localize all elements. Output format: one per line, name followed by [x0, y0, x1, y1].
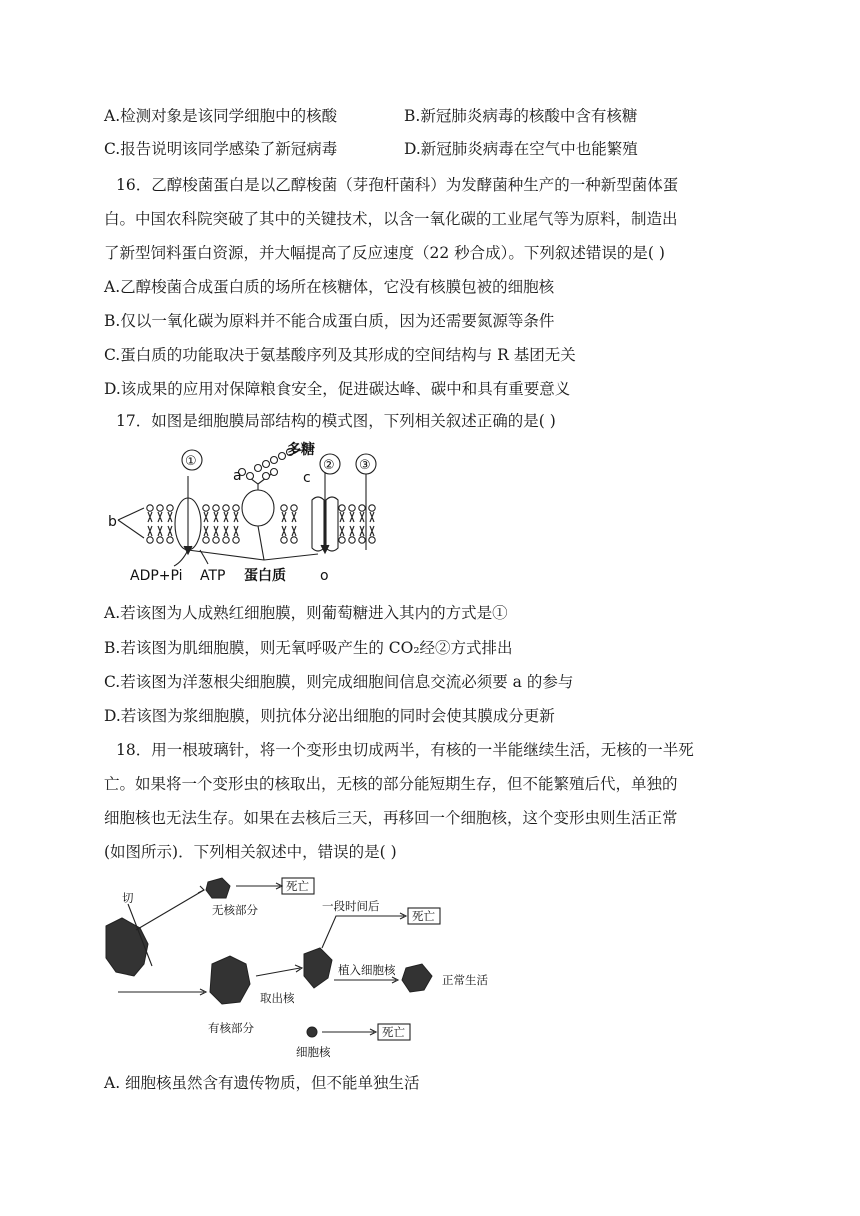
q16-stem-line-2: 白。中国农科院突破了其中的关键技术，以含一氧化碳的工业尾气等为原料，制造出: [104, 210, 678, 228]
q17-option-b: B.若该图为肌细胞膜，则无氧呼吸产生的 CO₂经②方式排出: [104, 639, 513, 657]
circle-1-label: ①: [185, 454, 197, 469]
adp-label: ADP+Pi: [130, 568, 183, 584]
cut-label: 切: [122, 891, 134, 905]
isolated-nucleus: [307, 1027, 317, 1037]
label-c: c: [303, 470, 311, 486]
amoeba-enucleated: [304, 948, 332, 988]
nucleus-label: 细胞核: [296, 1045, 331, 1059]
cell-membrane-figure: [104, 438, 394, 588]
q18-stem-line-4: (如图所示)．下列相关叙述中，错误的是( ): [104, 843, 397, 861]
q17-option-c: C.若该图为洋葱根尖细胞膜，则完成细胞间信息交流必须要 a 的参与: [104, 673, 574, 691]
no-nucleus-label: 无核部分: [212, 903, 258, 917]
q16-stem-line-1: 16．乙醇梭菌蛋白是以乙醇梭菌（芽孢杆菌科）为发酵菌种生产的一种新型菌体蛋: [116, 176, 679, 194]
circle-3-label: ③: [359, 458, 371, 473]
circle-2-label: ②: [323, 458, 335, 473]
amoeba-experiment-figure: [100, 868, 500, 1064]
normal-life-label: 正常生活: [442, 973, 488, 987]
small-o-label: o: [320, 568, 329, 584]
amoeba-with-nucleus: [210, 956, 250, 1004]
q16-option-a: A.乙醇梭菌合成蛋白质的场所在核糖体，它没有核膜包被的细胞核: [104, 278, 555, 296]
label-b: b: [108, 514, 117, 530]
q15-option-d: D.新冠肺炎病毒在空气中也能繁殖: [404, 140, 638, 158]
polysaccharide-label: 多糖: [287, 442, 315, 458]
q17-option-a: A.若该图为人成熟红细胞膜，则葡萄糖进入其内的方式是①: [104, 604, 508, 622]
q17-option-d: D.若该图为浆细胞膜，则抗体分泌出细胞的同时会使其膜成分更新: [104, 707, 555, 725]
with-nucleus-label: 有核部分: [208, 1021, 254, 1035]
q16-option-c: C.蛋白质的功能取决于氨基酸序列及其形成的空间结构与 R 基团无关: [104, 346, 576, 364]
q18-stem-line-3: 细胞核也无法生存。如果在去核后三天，再移回一个细胞核，这个变形虫则生活正常: [104, 809, 678, 827]
remove-nucleus-label: 取出核: [260, 991, 295, 1005]
death-label-3: 死亡: [382, 1025, 405, 1039]
q18-option-a: A. 细胞核虽然含有遗传物质，但不能单独生活: [104, 1074, 420, 1092]
q16-option-b: B.仅以一氧化碳为原料并不能合成蛋白质，因为还需要氮源等条件: [104, 312, 555, 330]
label-a: a: [233, 468, 242, 484]
implant-nucleus-label: 植入细胞核: [338, 963, 396, 977]
amoeba-normal: [402, 964, 432, 992]
after-time-label: 一段时间后: [322, 899, 380, 913]
q18-stem-line-2: 亡。如果将一个变形虫的核取出，无核的部分能短期生存，但不能繁殖后代，单独的: [104, 775, 678, 793]
q15-option-b: B.新冠肺炎病毒的核酸中含有核糖: [404, 107, 638, 125]
death-label-1: 死亡: [286, 879, 309, 893]
q15-option-a: A.检测对象是该同学细胞中的核酸: [104, 107, 338, 125]
q18-stem-line-1: 18．用一根玻璃针，将一个变形虫切成两半，有核的一半能继续生活，无核的一半死: [116, 741, 694, 759]
amoeba-no-nucleus: [206, 878, 230, 898]
q16-option-d: D.该成果的应用对保障粮食安全，促进碳达峰、碳中和具有重要意义: [104, 380, 571, 398]
atp-label: ATP: [200, 568, 226, 584]
protein-label: 蛋白质: [244, 568, 286, 584]
q17-stem: 17．如图是细胞膜局部结构的模式图，下列相关叙述正确的是( ): [116, 412, 556, 430]
q15-option-c: C.报告说明该同学感染了新冠病毒: [104, 140, 338, 158]
death-label-2: 死亡: [412, 909, 435, 923]
q16-stem-line-3: 了新型饲料蛋白资源，并大幅提高了反应速度（22 秒合成）。下列叙述错误的是( ): [104, 244, 665, 262]
